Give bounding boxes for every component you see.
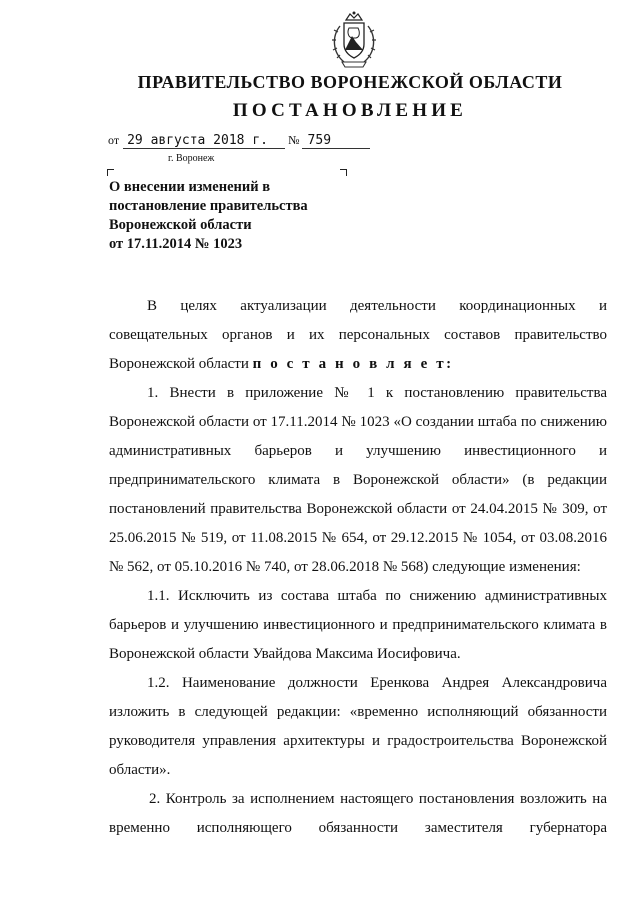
preamble-text: В целях актуализации деятельности координационных и совещательных органов и их персональных составов правительство Воронежской области [109, 298, 607, 372]
document-subject [109, 178, 369, 254]
decree-word: п о с т а н о в л я е т: [252, 356, 454, 372]
date-value: 29 августа 2018 г. [123, 133, 285, 149]
subject-line: О внесении изменений в [109, 179, 271, 195]
voronezh-coat-of-arms-icon [326, 10, 382, 70]
number-prefix: № [288, 133, 300, 147]
preamble-paragraph [109, 292, 607, 379]
subject-bracket-left [107, 169, 114, 176]
item-2-paragraph: 2. Контроль за исполнением настоящего постановления возложить на временно исполняющего обязанности заместителя губернатора [109, 791, 607, 836]
item-1-2-paragraph: 1.2. Наименование должности Еренкова Андрея Александровича изложить в следующей редакции: «временно исполняющий обязанности руководителя управления архитектуры и градостроительства Воронежской области». [109, 675, 607, 778]
date-prefix: от [108, 133, 120, 147]
subject-line: от 17.11.2014 № 1023 [109, 236, 243, 252]
city-label: г. Воронеж [168, 153, 215, 164]
document-type-title: ПОСТАНОВЛЕНИЕ [232, 100, 468, 121]
date-number-row [108, 133, 370, 149]
document-body [109, 292, 607, 843]
item-1-paragraph: 1. Внести в приложение № 1 к постановлению правительства Воронежской области от 17.11.2014 № 1023 «О создании штаба по снижению административных барьеров и улучшению инвестиционного и предпринимательского климата в Воронежской области» (в редакции постановлений правительства Воронежской области от 24.04.2015 № 309, от 25.06.2015 № 519, от 11.08.2015 № 654, от 29.12.2015 № 1054, от 03.08.2016 № 562, от 05.10.2016 № 740, от 28.06.2018 № 568) следующие изменения: [109, 385, 607, 575]
subject-bracket-right [340, 169, 347, 176]
organization-title: ПРАВИТЕЛЬСТВО ВОРОНЕЖСКОЙ ОБЛАСТИ [137, 72, 563, 92]
item-1-1-paragraph: 1.1. Исключить из состава штаба по снижению административных барьеров и улучшению инвестиционного и предпринимательского климата в Воронежской области Увайдова Максима Иосифовича. [109, 588, 607, 662]
subject-line: Воронежской области [109, 217, 252, 233]
subject-line: постановление правительства [109, 198, 308, 214]
number-value: 759 [302, 133, 370, 149]
